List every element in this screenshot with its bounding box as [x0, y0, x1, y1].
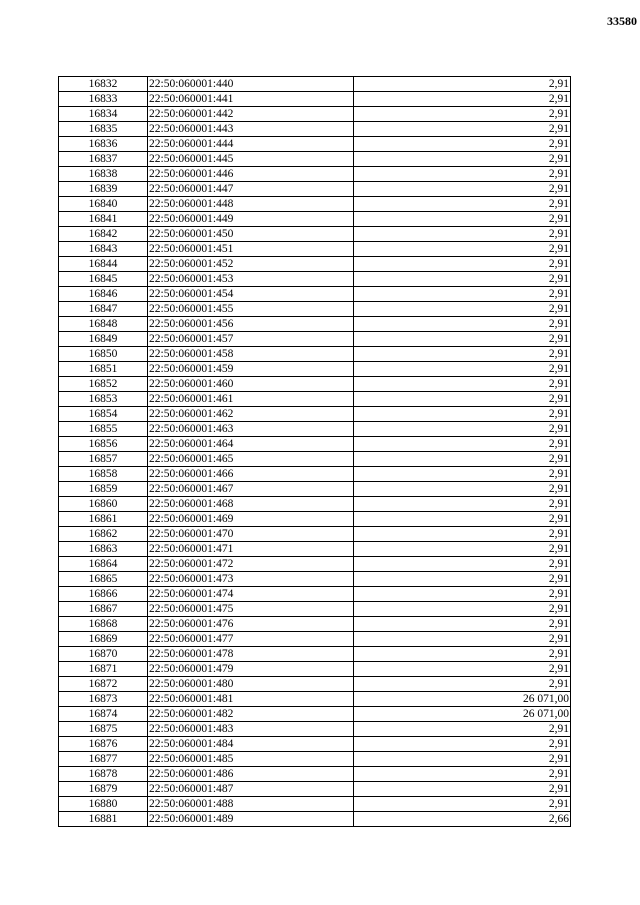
cadastral-number-cell: 22:50:060001:486	[148, 767, 354, 782]
row-number-cell: 16873	[59, 692, 148, 707]
value-cell: 2,91	[354, 272, 571, 287]
table-row	[59, 572, 571, 587]
value-cell: 2,91	[354, 242, 571, 257]
row-number-cell: 16855	[59, 422, 148, 437]
table-row	[59, 77, 571, 92]
cadastral-number-cell: 22:50:060001:451	[148, 242, 354, 257]
table-row	[59, 152, 571, 167]
row-number-cell: 16872	[59, 677, 148, 692]
row-number-cell: 16845	[59, 272, 148, 287]
cadastral-number-cell: 22:50:060001:465	[148, 452, 354, 467]
cadastral-number-cell: 22:50:060001:443	[148, 122, 354, 137]
value-cell: 2,91	[354, 152, 571, 167]
table-row	[59, 752, 571, 767]
row-number-cell: 16838	[59, 167, 148, 182]
value-cell: 2,91	[354, 332, 571, 347]
table-row	[59, 257, 571, 272]
value-cell: 2,91	[354, 392, 571, 407]
cadastral-number-cell: 22:50:060001:442	[148, 107, 354, 122]
value-cell: 2,91	[354, 77, 571, 92]
row-number-cell: 16867	[59, 602, 148, 617]
table-row	[59, 227, 571, 242]
table-row	[59, 512, 571, 527]
cadastral-number-cell: 22:50:060001:447	[148, 182, 354, 197]
table-row	[59, 302, 571, 317]
table-row	[59, 197, 571, 212]
cadastral-number-cell: 22:50:060001:488	[148, 797, 354, 812]
value-cell: 2,91	[354, 512, 571, 527]
cadastral-number-cell: 22:50:060001:458	[148, 347, 354, 362]
cadastral-number-cell: 22:50:060001:453	[148, 272, 354, 287]
row-number-cell: 16858	[59, 467, 148, 482]
table-row	[59, 677, 571, 692]
cadastral-number-cell: 22:50:060001:471	[148, 542, 354, 557]
value-cell: 2,91	[354, 467, 571, 482]
value-cell: 2,91	[354, 212, 571, 227]
table-row	[59, 467, 571, 482]
table-row	[59, 662, 571, 677]
table-body	[59, 77, 571, 827]
cadastral-number-cell: 22:50:060001:476	[148, 617, 354, 632]
row-number-cell: 16833	[59, 92, 148, 107]
value-cell: 2,91	[354, 437, 571, 452]
cadastral-number-cell: 22:50:060001:477	[148, 632, 354, 647]
cadastral-number-cell: 22:50:060001:461	[148, 392, 354, 407]
table-row	[59, 422, 571, 437]
table-row	[59, 647, 571, 662]
row-number-cell: 16835	[59, 122, 148, 137]
value-cell: 2,91	[354, 572, 571, 587]
row-number-cell: 16842	[59, 227, 148, 242]
row-number-cell: 16860	[59, 497, 148, 512]
table-row	[59, 287, 571, 302]
table-row	[59, 212, 571, 227]
value-cell: 2,91	[354, 92, 571, 107]
value-cell: 2,91	[354, 722, 571, 737]
cadastral-number-cell: 22:50:060001:454	[148, 287, 354, 302]
cadastral-number-cell: 22:50:060001:472	[148, 557, 354, 572]
table-row	[59, 347, 571, 362]
table-row	[59, 452, 571, 467]
row-number-cell: 16856	[59, 437, 148, 452]
value-cell: 2,91	[354, 632, 571, 647]
value-cell: 2,91	[354, 347, 571, 362]
table-row	[59, 557, 571, 572]
cadastral-number-cell: 22:50:060001:448	[148, 197, 354, 212]
table-row	[59, 632, 571, 647]
value-cell: 2,91	[354, 257, 571, 272]
table-row	[59, 332, 571, 347]
cadastral-number-cell: 22:50:060001:460	[148, 377, 354, 392]
row-number-cell: 16874	[59, 707, 148, 722]
table-row	[59, 692, 571, 707]
table-row	[59, 272, 571, 287]
row-number-cell: 16861	[59, 512, 148, 527]
row-number-cell: 16846	[59, 287, 148, 302]
row-number-cell: 16868	[59, 617, 148, 632]
cadastral-number-cell: 22:50:060001:440	[148, 77, 354, 92]
table-row	[59, 137, 571, 152]
row-number-cell: 16880	[59, 797, 148, 812]
row-number-cell: 16834	[59, 107, 148, 122]
value-cell: 2,91	[354, 617, 571, 632]
table-row	[59, 377, 571, 392]
row-number-cell: 16853	[59, 392, 148, 407]
cadastral-number-cell: 22:50:060001:469	[148, 512, 354, 527]
row-number-cell: 16877	[59, 752, 148, 767]
row-number-cell: 16841	[59, 212, 148, 227]
value-cell: 2,91	[354, 197, 571, 212]
row-number-cell: 16832	[59, 77, 148, 92]
value-cell: 2,91	[354, 287, 571, 302]
cadastral-number-cell: 22:50:060001:473	[148, 572, 354, 587]
table-row	[59, 587, 571, 602]
row-number-cell: 16869	[59, 632, 148, 647]
cadastral-number-cell: 22:50:060001:470	[148, 527, 354, 542]
cadastral-number-cell: 22:50:060001:450	[148, 227, 354, 242]
table-row	[59, 122, 571, 137]
cadastral-number-cell: 22:50:060001:456	[148, 317, 354, 332]
value-cell: 2,91	[354, 542, 571, 557]
cadastral-number-cell: 22:50:060001:479	[148, 662, 354, 677]
value-cell: 26 071,00	[354, 707, 571, 722]
row-number-cell: 16840	[59, 197, 148, 212]
cadastral-value-table	[58, 76, 571, 827]
row-number-cell: 16843	[59, 242, 148, 257]
cadastral-number-cell: 22:50:060001:459	[148, 362, 354, 377]
value-cell: 2,91	[354, 767, 571, 782]
value-cell: 2,91	[354, 677, 571, 692]
row-number-cell: 16847	[59, 302, 148, 317]
cadastral-number-cell: 22:50:060001:441	[148, 92, 354, 107]
row-number-cell: 16871	[59, 662, 148, 677]
value-cell: 2,91	[354, 167, 571, 182]
row-number-cell: 16875	[59, 722, 148, 737]
row-number-cell: 16851	[59, 362, 148, 377]
table-row	[59, 107, 571, 122]
value-cell: 2,91	[354, 362, 571, 377]
table-row	[59, 797, 571, 812]
table-row	[59, 542, 571, 557]
row-number-cell: 16862	[59, 527, 148, 542]
row-number-cell: 16879	[59, 782, 148, 797]
page-number: 33580	[607, 14, 637, 28]
cadastral-number-cell: 22:50:060001:478	[148, 647, 354, 662]
table-row	[59, 602, 571, 617]
table-row	[59, 707, 571, 722]
cadastral-number-cell: 22:50:060001:463	[148, 422, 354, 437]
cadastral-number-cell: 22:50:060001:449	[148, 212, 354, 227]
table-row	[59, 617, 571, 632]
row-number-cell: 16844	[59, 257, 148, 272]
value-cell: 2,91	[354, 302, 571, 317]
value-cell: 26 071,00	[354, 692, 571, 707]
value-cell: 2,91	[354, 557, 571, 572]
row-number-cell: 16836	[59, 137, 148, 152]
row-number-cell: 16848	[59, 317, 148, 332]
table-row	[59, 92, 571, 107]
row-number-cell: 16852	[59, 377, 148, 392]
value-cell: 2,91	[354, 527, 571, 542]
cadastral-number-cell: 22:50:060001:481	[148, 692, 354, 707]
value-cell: 2,91	[354, 317, 571, 332]
table-row	[59, 392, 571, 407]
row-number-cell: 16863	[59, 542, 148, 557]
cadastral-number-cell: 22:50:060001:485	[148, 752, 354, 767]
cadastral-number-cell: 22:50:060001:466	[148, 467, 354, 482]
value-cell: 2,91	[354, 122, 571, 137]
value-cell: 2,91	[354, 737, 571, 752]
value-cell: 2,91	[354, 497, 571, 512]
row-number-cell: 16870	[59, 647, 148, 662]
cadastral-number-cell: 22:50:060001:468	[148, 497, 354, 512]
value-cell: 2,91	[354, 182, 571, 197]
value-cell: 2,91	[354, 797, 571, 812]
value-cell: 2,91	[354, 137, 571, 152]
cadastral-number-cell: 22:50:060001:480	[148, 677, 354, 692]
row-number-cell: 16857	[59, 452, 148, 467]
value-cell: 2,91	[354, 422, 571, 437]
value-cell: 2,66	[354, 812, 571, 827]
value-cell: 2,91	[354, 482, 571, 497]
cadastral-number-cell: 22:50:060001:462	[148, 407, 354, 422]
table-row	[59, 497, 571, 512]
value-cell: 2,91	[354, 107, 571, 122]
cadastral-number-cell: 22:50:060001:445	[148, 152, 354, 167]
value-cell: 2,91	[354, 752, 571, 767]
table-row	[59, 362, 571, 377]
cadastral-number-cell: 22:50:060001:455	[148, 302, 354, 317]
value-cell: 2,91	[354, 602, 571, 617]
table-row	[59, 407, 571, 422]
value-cell: 2,91	[354, 647, 571, 662]
table-row	[59, 182, 571, 197]
cadastral-number-cell: 22:50:060001:482	[148, 707, 354, 722]
table-row	[59, 317, 571, 332]
cadastral-number-cell: 22:50:060001:483	[148, 722, 354, 737]
row-number-cell: 16850	[59, 347, 148, 362]
table-row	[59, 737, 571, 752]
cadastral-number-cell: 22:50:060001:446	[148, 167, 354, 182]
table-row	[59, 437, 571, 452]
value-cell: 2,91	[354, 782, 571, 797]
row-number-cell: 16876	[59, 737, 148, 752]
row-number-cell: 16839	[59, 182, 148, 197]
cadastral-number-cell: 22:50:060001:487	[148, 782, 354, 797]
row-number-cell: 16866	[59, 587, 148, 602]
row-number-cell: 16878	[59, 767, 148, 782]
row-number-cell: 16864	[59, 557, 148, 572]
row-number-cell: 16881	[59, 812, 148, 827]
cadastral-number-cell: 22:50:060001:474	[148, 587, 354, 602]
cadastral-number-cell: 22:50:060001:467	[148, 482, 354, 497]
value-cell: 2,91	[354, 227, 571, 242]
value-cell: 2,91	[354, 377, 571, 392]
cadastral-number-cell: 22:50:060001:464	[148, 437, 354, 452]
cadastral-number-cell: 22:50:060001:475	[148, 602, 354, 617]
cadastral-number-cell: 22:50:060001:457	[148, 332, 354, 347]
cadastral-number-cell: 22:50:060001:444	[148, 137, 354, 152]
value-cell: 2,91	[354, 407, 571, 422]
value-cell: 2,91	[354, 452, 571, 467]
row-number-cell: 16859	[59, 482, 148, 497]
row-number-cell: 16865	[59, 572, 148, 587]
table-row	[59, 527, 571, 542]
table-row	[59, 812, 571, 827]
row-number-cell: 16837	[59, 152, 148, 167]
cadastral-number-cell: 22:50:060001:452	[148, 257, 354, 272]
row-number-cell: 16849	[59, 332, 148, 347]
table-row	[59, 722, 571, 737]
value-cell: 2,91	[354, 587, 571, 602]
table-row	[59, 482, 571, 497]
row-number-cell: 16854	[59, 407, 148, 422]
table-row	[59, 242, 571, 257]
table-row	[59, 767, 571, 782]
value-cell: 2,91	[354, 662, 571, 677]
cadastral-number-cell: 22:50:060001:489	[148, 812, 354, 827]
table-row	[59, 167, 571, 182]
table-row	[59, 782, 571, 797]
cadastral-number-cell: 22:50:060001:484	[148, 737, 354, 752]
